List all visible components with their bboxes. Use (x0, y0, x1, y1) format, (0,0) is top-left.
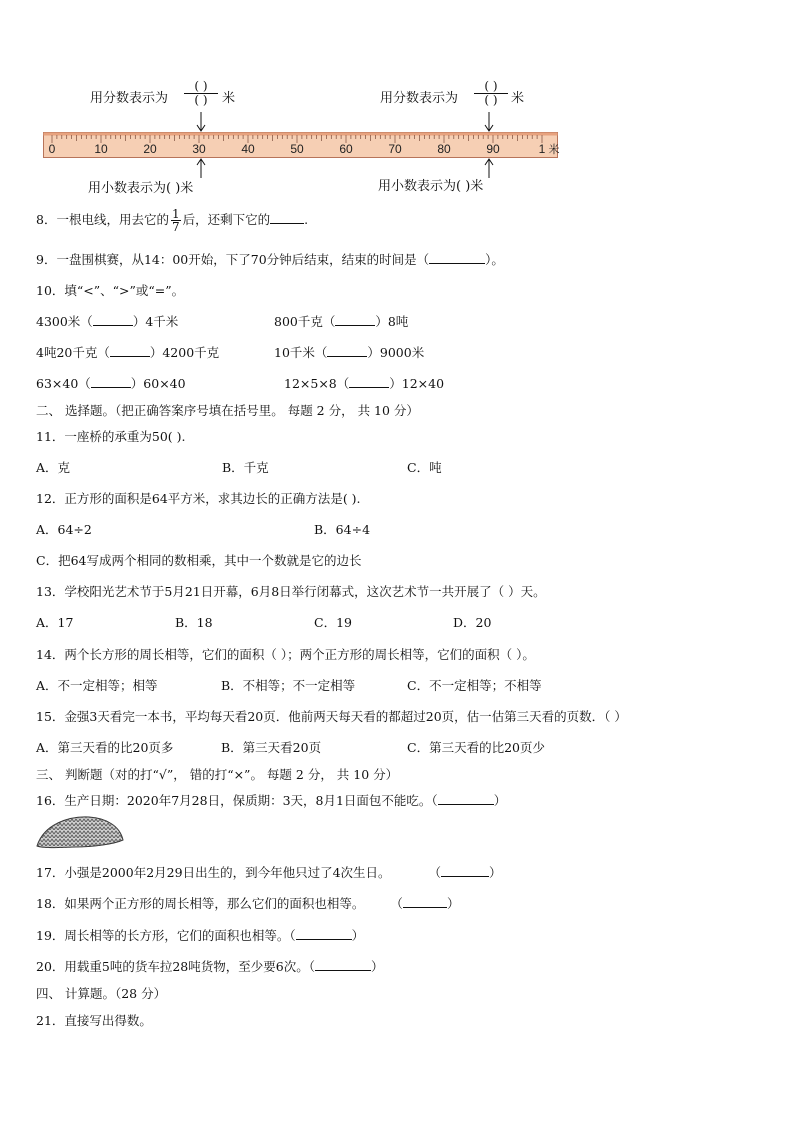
q18-paren-close: ） (446, 896, 460, 911)
q10-row-1-a (36, 312, 178, 330)
question-9 (36, 250, 504, 268)
q19-text: 19．周长相等的长方形，它们的面积也相等。（ (36, 928, 296, 943)
question-19 (36, 926, 364, 944)
q20-answer-blank[interactable] (315, 970, 371, 971)
q10-r3a-left: 63×40（ (36, 376, 91, 391)
q10-r2a-blank[interactable] (110, 356, 150, 357)
q15-option-a[interactable]: A．第三天看的比20页多 (36, 740, 174, 755)
q10-row-2-a (36, 343, 219, 361)
q10-r2b-blank[interactable] (327, 356, 367, 357)
ruler-top-left-label (90, 87, 168, 106)
ruler-tick-label: 40 (241, 142, 255, 156)
ruler-end-unit: 米 (548, 143, 560, 156)
q8-denominator: 7 (171, 220, 180, 234)
q16-text: 16．生产日期：2020年7月28日，保质期：3天，8月1日面包不能吃。（ (36, 793, 438, 808)
q15-option-b[interactable]: B．第三天看20页 (221, 740, 322, 755)
question-12: 12．正方形的面积是64平方米，求其边长的正确方法是( ). (36, 491, 361, 506)
fraction-left-numerator: ( ) (184, 80, 218, 94)
ruler-bottom-left-label: 用小数表示为( )米 (88, 181, 194, 196)
question-8 (36, 208, 308, 233)
q10-row-2-b (274, 343, 424, 361)
q13-option-c[interactable]: C．19 (314, 615, 352, 630)
question-13: 13．学校阳光艺术节于5月21日开幕，6月8日举行闭幕式，这次艺术节一共开展了（ ）天。 (36, 584, 546, 599)
q10-r3b-right: ）12×40 (389, 376, 445, 391)
unit-top-left: 米 (222, 91, 236, 106)
q13-option-b[interactable]: B．18 (175, 615, 213, 630)
q9-text: 9．一盘围棋赛，从14：00开始，下了70分钟后结束，结束的时间是（ (36, 252, 430, 267)
ruler-tick-label: 20 (143, 142, 157, 156)
q12-option-a[interactable]: A．64÷2 (36, 522, 92, 537)
q13-option-d[interactable]: D．20 (453, 615, 492, 630)
q17-text: 17．小强是2000年2月29日出生的，到今年他只过了4次生日。 (36, 865, 391, 880)
q8-text: 8．一根电线，用去它的 (36, 212, 169, 227)
question-15: 15．金强3天看完一本书，平均每天看20页．他前两天每天看的都超过20页，估一估第三天看的页数．（ ） (36, 709, 627, 724)
q10-r2a-left: 4吨20千克（ (36, 345, 110, 360)
q10-row-1-b (274, 312, 408, 330)
q14-option-a[interactable]: A．不一定相等；相等 (36, 678, 158, 693)
section-2-heading: 二、 选择题。（把正确答案序号填在括号里。 每题 2 分， 共 10 分） (36, 403, 419, 418)
q14-option-c[interactable]: C．不一定相等；不相等 (407, 678, 542, 693)
q18-answer-blank[interactable] (403, 907, 447, 908)
question-17 (36, 863, 502, 881)
arrow-down-right-icon (483, 112, 495, 132)
question-18 (36, 894, 459, 912)
q10-r2b-left: 10千米（ (274, 345, 328, 360)
q10-r3a-blank[interactable] (91, 387, 131, 388)
ruler-tick-label: 60 (339, 142, 353, 156)
q8-fraction (171, 208, 181, 233)
bread-image (34, 814, 126, 852)
q10-r1b-blank[interactable] (335, 325, 375, 326)
q13-option-a[interactable]: A．17 (36, 615, 74, 630)
unit-top-right: 米 (511, 91, 525, 106)
q9-end: ）。 (485, 252, 504, 267)
ruler-bottom-right-label: 用小数表示为( )米 (378, 179, 484, 194)
ruler-bar (43, 132, 558, 158)
fraction-blank-right (474, 80, 508, 107)
q20-text: 20．用载重5吨的货车拉28吨货物，至少要6次。（ (36, 959, 315, 974)
fraction-right-denominator: ( ) (484, 93, 498, 107)
q11-option-c[interactable]: C．吨 (407, 460, 442, 475)
q17-paren-close: ） (489, 865, 502, 880)
fraction-left-denominator: ( ) (194, 93, 208, 107)
arrow-down-left-icon (195, 112, 207, 132)
ruler-tick-label: 50 (290, 142, 304, 156)
q15-option-c[interactable]: C．第三天看的比20页少 (407, 740, 545, 755)
q10-r1a-right: ）4千米 (132, 314, 179, 329)
q12-option-c[interactable]: C．把64写成两个相同的数相乘，其中一个数就是它的边长 (36, 553, 362, 568)
question-16 (36, 791, 506, 809)
q8-text-after: 后，还剩下它的 (182, 212, 271, 227)
q8-numerator: 1 (171, 207, 180, 221)
q10-r1b-right: ）8吨 (375, 314, 409, 329)
question-14: 14．两个长方形的周长相等，它们的面积（ ）；两个正方形的周长相等，它们的面积（ ）。 (36, 647, 535, 662)
ruler-tick-label: 1 (538, 142, 546, 156)
q11-option-b[interactable]: B．千克 (222, 460, 269, 475)
q10-row-3-a (36, 374, 186, 392)
q10-r1b-left: 800千克（ (274, 314, 336, 329)
top-left-text: 用分数表示为 (90, 91, 169, 106)
q10-row-3-b (284, 374, 444, 392)
q16-end: ） (493, 793, 507, 808)
arrow-up-right-icon (483, 158, 495, 178)
q17-paren-open: （ (428, 865, 442, 880)
q10-r3b-left: 12×5×8（ (284, 376, 350, 391)
q10-r2b-right: ）9000米 (367, 345, 425, 360)
top-right-text: 用分数表示为 (380, 91, 459, 106)
q19-answer-blank[interactable] (296, 939, 352, 940)
section-3-heading: 三、 判断题（对的打“√”， 错的打“×”。 每题 2 分， 共 10 分） (36, 767, 399, 782)
ruler-tick-label: 70 (388, 142, 402, 156)
q10-r2a-right: ）4200千克 (149, 345, 220, 360)
q17-answer-blank[interactable] (441, 876, 489, 877)
q19-end: ） (351, 928, 365, 943)
q18-text: 18．如果两个正方形的周长相等，那么它们的面积也相等。 (36, 896, 365, 911)
question-10-title: 10．填“<”、“>”或“=”。 (36, 283, 185, 298)
q11-option-a[interactable]: A．克 (36, 460, 71, 475)
question-20 (36, 957, 383, 975)
ruler-tick-label: 80 (437, 142, 451, 156)
q18-paren-open: （ (390, 896, 403, 911)
ruler-tick-label: 10 (94, 142, 108, 156)
q10-r3a-right: ）60×40 (130, 376, 186, 391)
ruler-tick-label: 90 (486, 142, 500, 156)
arrow-up-left-icon (195, 158, 207, 178)
q12-option-b[interactable]: B．64÷4 (314, 522, 371, 537)
q10-r1a-left: 4300米（ (36, 314, 93, 329)
fraction-right-numerator: ( ) (474, 80, 508, 94)
ruler-tick-label: 30 (192, 142, 206, 156)
section-4-heading: 四、 计算题。（28 分） (36, 986, 167, 1001)
q8-end: . (304, 212, 309, 227)
q8-answer-blank[interactable] (270, 223, 304, 224)
q9-answer-blank[interactable] (429, 263, 485, 264)
q16-answer-blank[interactable] (438, 804, 494, 805)
question-11: 11．一座桥的承重为50( ). (36, 429, 186, 444)
q10-r3b-blank[interactable] (349, 387, 389, 388)
q10-r1a-blank[interactable] (93, 325, 133, 326)
ruler-tick-label: 0 (48, 142, 56, 156)
fraction-blank-left (184, 80, 218, 107)
q14-option-b[interactable]: B．不相等；不一定相等 (221, 678, 356, 693)
question-21: 21．直接写出得数。 (36, 1013, 152, 1028)
q20-end: ） (370, 959, 384, 974)
ruler-top-right-label (380, 87, 458, 106)
